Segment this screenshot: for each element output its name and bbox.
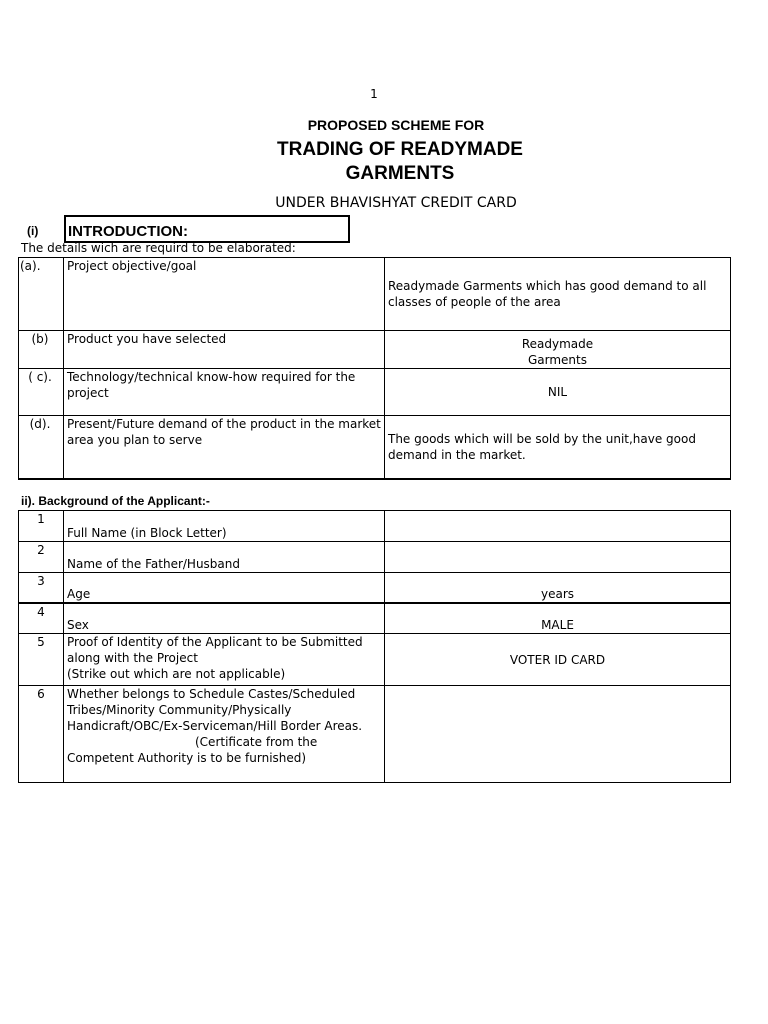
row-label: Name of the Father/Husband [64,542,385,573]
table-row [19,686,731,783]
row-label: Full Name (in Block Letter) [64,511,385,542]
table-row [19,573,731,603]
row-number: (b) [19,331,64,369]
table-row [19,258,731,331]
table-row [19,416,731,479]
label-main: Whether belongs to Schedule Castes/Scheduled Tribes/Minority Community/Physically Handicraft/OBC/Ex-Serviceman/Hill Border Areas. [67,687,363,733]
row-value [385,331,731,369]
title-line-3: GARMENTS [345,163,455,184]
row-label: Technology/technical know-how required for the project [64,369,385,416]
page-number: 1 [370,87,378,101]
label-line: Proof of Identity of the Applicant to be Submitted [67,635,363,649]
row-number: 6 [19,686,64,783]
introduction-heading: INTRODUCTION: [68,223,188,240]
label-line: along with the Project [67,651,198,665]
row-value: NIL [385,369,731,416]
row-value: MALE [385,603,731,634]
row-value: VOTER ID CARD [385,634,731,686]
table-row [19,542,731,573]
label-line: (Strike out which are not applicable) [67,667,286,681]
row-number: (d). [19,416,64,479]
row-label [64,634,385,686]
row-value [385,686,731,783]
value-line: Readymade [521,337,594,351]
row-number: 3 [19,573,64,603]
title-line-2: TRADING OF READYMADE [277,139,523,160]
table-row [19,603,731,634]
row-label: Present/Future demand of the product in the market area you plan to serve [64,416,385,479]
row-label: Sex [64,603,385,634]
row-value: The goods which will be sold by the unit,have good demand in the market. [385,416,731,479]
details-note: The details wich are requird to be elaborated: [21,241,296,255]
table-row [19,331,731,369]
row-value [385,511,731,542]
section-1-number: (i) [27,224,39,238]
row-value [385,542,731,573]
table-row [19,634,731,686]
row-number: 5 [19,634,64,686]
row-number: (a). [19,258,64,331]
section-2-heading: ii). Background of the Applicant:- [21,494,210,508]
row-value: Readymade Garments which has good demand to all classes of people of the area [385,258,731,331]
row-number: ( c). [19,369,64,416]
value-line: Garments [527,353,587,367]
row-value: years [385,573,731,603]
title-line-1: PROPOSED SCHEME FOR [307,117,485,133]
subtitle: UNDER BHAVISHYAT CREDIT CARD [275,195,517,211]
label-certificate: (Certificate from the [195,735,318,749]
row-number: 1 [19,511,64,542]
introduction-table [18,257,731,480]
row-label: Project objective/goal [64,258,385,331]
row-label: Age [64,573,385,603]
applicant-table [18,510,731,783]
table-row [19,511,731,542]
row-number: 4 [19,603,64,634]
row-number: 2 [19,542,64,573]
row-label [64,686,385,783]
table-row [19,369,731,416]
row-label: Product you have selected [64,331,385,369]
label-certificate-2: Competent Authority is to be furnished) [67,751,307,765]
main-title [0,138,768,186]
